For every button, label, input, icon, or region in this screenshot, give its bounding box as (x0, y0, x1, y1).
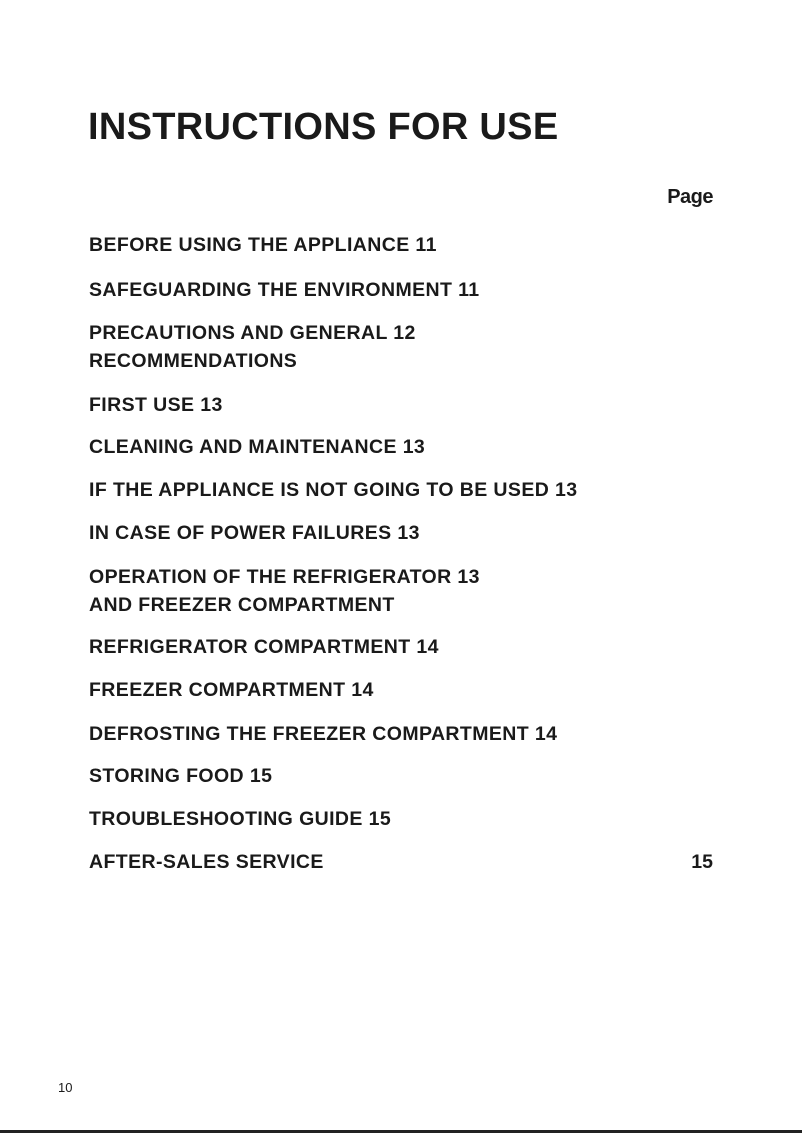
toc-entry: STORING FOOD 15 (89, 765, 273, 787)
page-title: INSTRUCTIONS FOR USE (88, 106, 559, 148)
toc-entry-continued: AND FREEZER COMPARTMENT (89, 594, 395, 616)
toc-entry: CLEANING AND MAINTENANCE 13 (89, 436, 426, 458)
toc-entry: IF THE APPLIANCE IS NOT GOING TO BE USED 13 (89, 479, 578, 501)
page-column-header: Page (667, 186, 713, 208)
toc-entry: TROUBLESHOOTING GUIDE 15 (89, 808, 392, 830)
toc-entry: SAFEGUARDING THE ENVIRONMENT 11 (89, 279, 480, 301)
toc-entry: PRECAUTIONS AND GENERAL 12 (89, 322, 416, 344)
toc-entry: FIRST USE 13 (89, 394, 223, 416)
toc-entry-continued: RECOMMENDATIONS (89, 350, 298, 372)
toc-entry: BEFORE USING THE APPLIANCE 11 (89, 234, 437, 256)
toc-entry: DEFROSTING THE FREEZER COMPARTMENT 14 (89, 723, 558, 745)
toc-entry: IN CASE OF POWER FAILURES 13 (89, 522, 420, 544)
toc-entry: OPERATION OF THE REFRIGERATOR 13 (89, 566, 480, 588)
toc-entry: AFTER-SALES SERVICE (89, 851, 324, 873)
toc-entry: REFRIGERATOR COMPARTMENT 14 (89, 636, 439, 658)
footer-page-number: 10 (58, 1080, 73, 1095)
toc-entry: FREEZER COMPARTMENT 14 (89, 679, 374, 701)
toc-entry-page: 15 (691, 851, 713, 873)
